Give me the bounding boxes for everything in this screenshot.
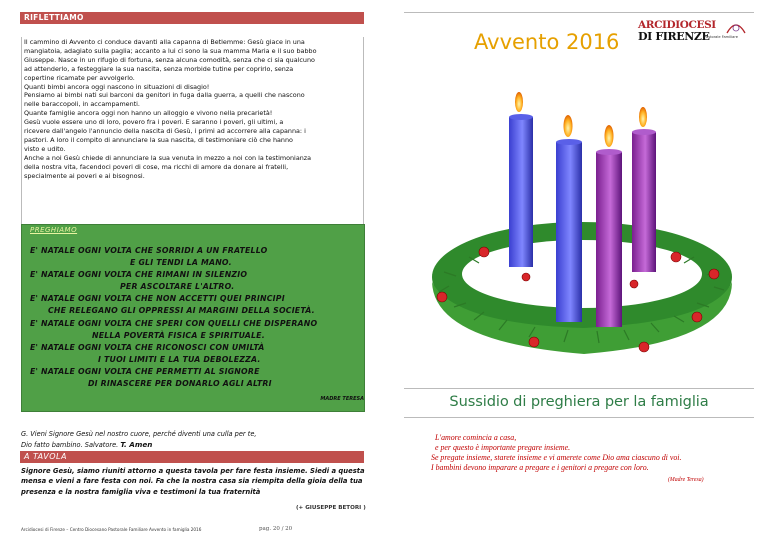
prayer-line: I TUOI LIMITI E LA TUA DEBOLEZZA. bbox=[98, 354, 261, 364]
prayer-line: E' NATALE OGNI VOLTA CHE PERMETTI AL SIGNORE bbox=[30, 366, 260, 376]
riflettiamo-text bbox=[21, 37, 364, 225]
riflettiamo-line: Pensiamo ai bimbi nati sui barconi da genitori in fuga dalla guerra, a quelli che nascono bbox=[24, 91, 305, 100]
amen-response: T. Amen bbox=[120, 439, 153, 449]
prayer-line: NELLA POVERTÀ FISICA E SPIRITUALE. bbox=[92, 330, 265, 340]
riflettiamo-header: RIFLETTIAMO bbox=[20, 12, 364, 24]
prayer-line: E' NATALE OGNI VOLTA CHE RIMANI IN SILENZIO bbox=[30, 270, 248, 280]
riflettiamo-line: ricevere dall'angelo l'annuncio della nascita di Gesù, i primi ad accorrere alla capanna: i bbox=[24, 127, 306, 136]
prayer-line: CHE RELEGANO GLI OPPRESSI AI MARGINI DELLA SOCIETÀ. bbox=[48, 306, 315, 316]
logo-line-1: ARCIDIOCESI bbox=[638, 19, 716, 31]
arcidiocesi-logo bbox=[636, 19, 756, 49]
page-number: pag. 20 / 20 bbox=[259, 526, 293, 532]
riflettiamo-line: visto e udito. bbox=[24, 144, 66, 153]
crest-icon bbox=[725, 20, 747, 34]
tavola-header: A TAVOLA bbox=[20, 451, 364, 463]
right-page bbox=[384, 0, 768, 543]
riflettiamo-line: Giuseppe. Nasce in un rifugio di fortuna, senza alcuna comodità, senza che ci sia qualcuno bbox=[24, 55, 315, 64]
prayer-line: E' NATALE OGNI VOLTA CHE SORRIDI A UN FRATELLO bbox=[30, 246, 268, 255]
riflettiamo-line: mangiatoia, adagiato sulla paglia; accanto a lui ci sono la sua mamma Maria e il suo babbo bbox=[24, 46, 317, 55]
quote-line: L'amore comincia a casa, bbox=[435, 433, 517, 442]
riflettiamo-line: specialmente ai poveri e ai bisognosi. bbox=[24, 171, 145, 180]
prayer-line: E' NATALE OGNI VOLTA CHE RICONOSCI CON UMILTÀ bbox=[30, 342, 265, 352]
riflettiamo-line: Il cammino di Avvento ci conduce davanti alla capanna di Betlemme: Gesù giace in una bbox=[24, 38, 305, 46]
tavola-prayer: Signore Gesù, siamo riuniti attorno a questa tavola per fare festa insieme. Siedi a questa mensa e vieni a fare festa con noi. Fa che la nostra casa sia riempita della gioia della tua presenza e la nostra famiglia viva e testimoni la tua fraternità bbox=[21, 467, 365, 496]
riflettiamo-line: Quanti bimbi ancora oggi nascono in situazioni di disagio! bbox=[24, 82, 210, 91]
prayer-author: MADRE TERESA bbox=[320, 396, 364, 402]
quote-line: e per questo è importante pregare insieme. bbox=[435, 443, 571, 452]
page-title: Avvento 2016 bbox=[474, 30, 620, 54]
vieni-invocation bbox=[21, 430, 365, 450]
footer-text: Arcidiocesi di Firenze – Centro Diocesano Pastorale Familiare Avvento in famiglia 2016 bbox=[21, 527, 202, 532]
prayer-line: E' NATALE OGNI VOLTA CHE NON ACCETTI QUEI PRINCIPI bbox=[30, 294, 285, 304]
madre-teresa-quote bbox=[431, 433, 768, 473]
riflettiamo-line: copertine ricamate per avvolgerlo. bbox=[24, 73, 135, 82]
tavola-author: (+ GIUSEPPE BETORI ) bbox=[296, 505, 366, 511]
prayer-line: PER ASCOLTARE L'ALTRO. bbox=[120, 282, 235, 292]
prayer-line: DI RINASCERE PER DONARLO AGLI ALTRI bbox=[88, 379, 272, 389]
riflettiamo-line: Quante famiglie ancora oggi non hanno un alloggio e vivono nella precarietà! bbox=[24, 109, 273, 118]
quote-line: Se pregate insieme, starete insieme e vi amerete come Dio ama ciascuno di voi. bbox=[431, 453, 682, 462]
riflettiamo-line: ad attenderlo, a festeggiare la sua nascita, senza morbide tutine per coprirlo, senza bbox=[24, 64, 294, 73]
preghiamo-label: PREGHIAMO bbox=[30, 226, 78, 234]
riflettiamo-line: Gesù vuole essere uno di loro, povero fra i poveri. E saranno i poveri, gli ultimi, a bbox=[24, 118, 284, 127]
riflettiamo-line: Anche a noi Gesù chiede di annunciare la sua venuta in mezzo a noi con la testimonianza bbox=[24, 153, 312, 162]
prayer-line: E GLI TENDI LA MANO. bbox=[130, 258, 232, 268]
subtitle: Sussidio di preghiera per la famiglia bbox=[449, 393, 709, 410]
prayer-text bbox=[30, 245, 360, 390]
advent-wreath-illustration bbox=[414, 92, 754, 392]
quote-author: (Madre Teresa) bbox=[668, 477, 704, 483]
vieni-line-2: Dio fatto bambino. Salvatore. T. Amen bbox=[21, 439, 153, 449]
vieni-line-1: G. Vieni Signore Gesù nel nostro cuore, perché diventi una culla per te, bbox=[21, 430, 257, 438]
riflettiamo-line: nelle baraccopoli, in accampamenti. bbox=[24, 100, 140, 109]
subtitle-box bbox=[404, 388, 754, 418]
prayer-box bbox=[21, 224, 365, 412]
riflettiamo-line: pastori. A loro il compito di annunciare la sua nascita, di testimoniare ciò che hanno bbox=[24, 135, 293, 144]
prayer-line: E' NATALE OGNI VOLTA CHE SPERI CON QUELLI CHE DISPERANO bbox=[30, 318, 318, 328]
quote-line: I bambini devono imparare a pregare e i genitori a pregare con loro. bbox=[431, 463, 649, 472]
logo-small-text: Pastorale Familiare bbox=[704, 35, 738, 39]
riflettiamo-line: della nostra vita, facendoci poveri di cose, ma ricchi di amore da donare ai fratelli, bbox=[24, 162, 289, 171]
logo-line-2: DI FIRENZE bbox=[638, 30, 710, 43]
